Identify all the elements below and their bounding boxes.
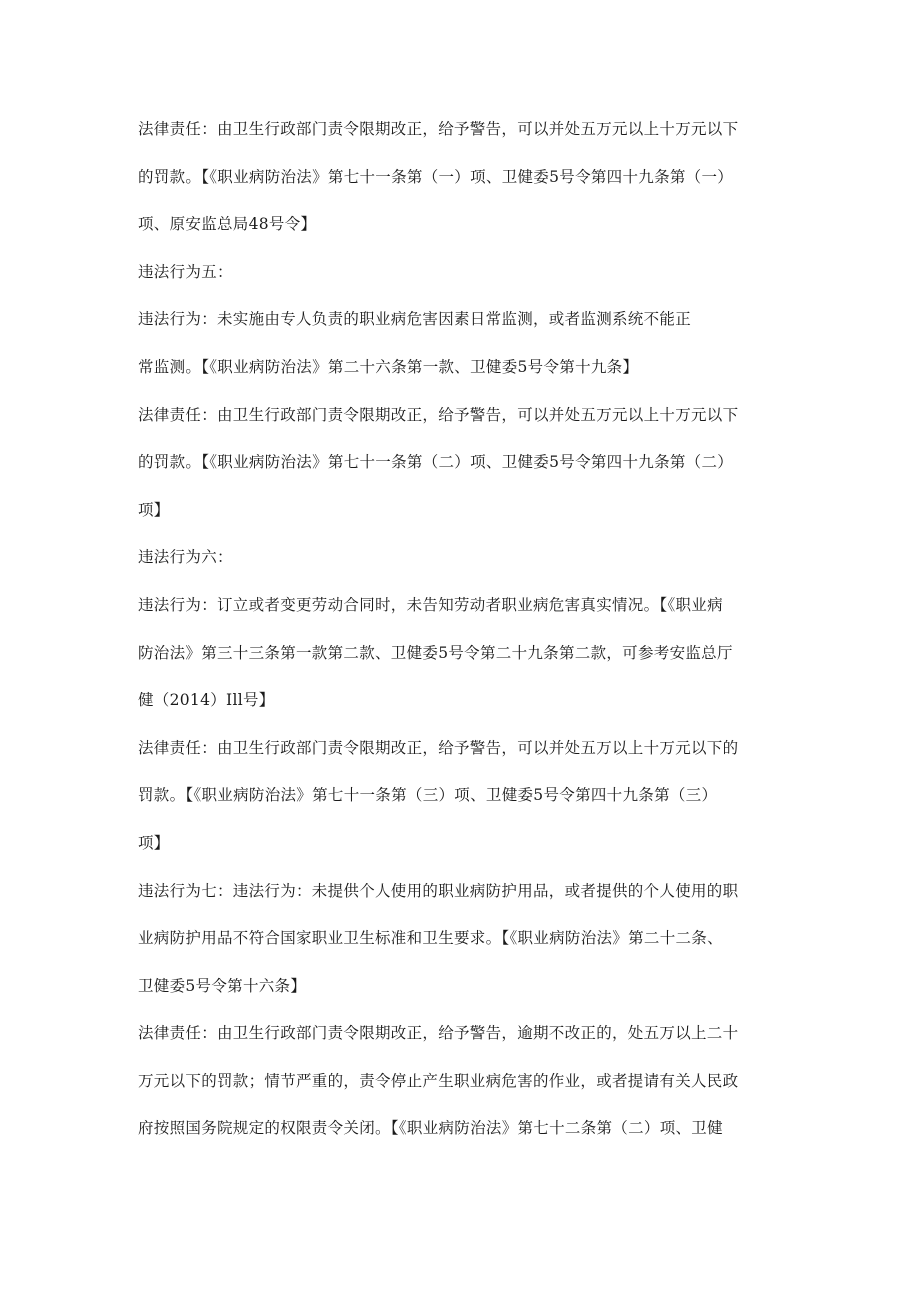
text-line: 常监测。【《职业病防治法》第二十六条第一款、卫健委5号令第十九条】 bbox=[138, 357, 639, 376]
text-line: 违法行为：未实施由专人负责的职业病危害因素日常监测，或者监测系统不能正 bbox=[138, 310, 692, 329]
text-line: 府按照国务院规定的权限责令关闭。【《职业病防治法》第七十二条第（二）项、卫健 bbox=[138, 1119, 723, 1138]
text-line: 项】 bbox=[138, 833, 170, 852]
section-heading: 违法行为五： bbox=[138, 262, 233, 281]
text-line: 法律责任：由卫生行政部门责令限期改正，给予警告，可以并处五万以上十万元以下的 bbox=[138, 738, 739, 757]
text-line: 业病防护用品不符合国家职业卫生标准和卫生要求。【《职业病防治法》第二十二条、 bbox=[138, 929, 723, 948]
text-line: 项】 bbox=[138, 500, 170, 519]
text-line: 健（2014）Ill号】 bbox=[138, 691, 275, 710]
text-line: 的罚款。【《职业病防治法》第七十一条第（一）项、卫健委5号令第四十九条第（一） bbox=[138, 167, 734, 186]
text-line: 项、原安监总局48号令】 bbox=[138, 215, 317, 234]
text-line: 法律责任：由卫生行政部门责令限期改正，给予警告，可以并处五万元以上十万元以下 bbox=[138, 120, 739, 138]
text-line: 防治法》第三十三条第一款第二款、卫健委5号令第二十九条第二款，可参考安监总厅 bbox=[138, 643, 733, 662]
text-line: 法律责任：由卫生行政部门责令限期改正，给予警告，逾期不改正的，处五万以上二十 bbox=[138, 1024, 739, 1043]
document-body bbox=[138, 117, 798, 1164]
text-line: 罚款。【《职业病防治法》第七十一条第（三）项、卫健委5号令第四十九条第（三） bbox=[138, 786, 718, 805]
text-line: 违法行为：订立或者变更劳动合同时，未告知劳动者职业病危害真实情况。【《职业病 bbox=[138, 595, 723, 614]
text-line: 的罚款。【《职业病防治法》第七十一条第（二）项、卫健委5号令第四十九条第（二） bbox=[138, 453, 734, 472]
text-line: 法律责任：由卫生行政部门责令限期改正，给予警告，可以并处五万元以上十万元以下 bbox=[138, 405, 739, 424]
text-line: 违法行为七：违法行为：未提供个人使用的职业病防护用品，或者提供的个人使用的职 bbox=[138, 881, 739, 900]
text-line: 万元以下的罚款；情节严重的，责令停止产生职业病危害的作业，或者提请有关人民政 bbox=[138, 1071, 739, 1090]
section-heading: 违法行为六： bbox=[138, 548, 233, 567]
text-line: 卫健委5号令第十六条】 bbox=[138, 976, 307, 995]
